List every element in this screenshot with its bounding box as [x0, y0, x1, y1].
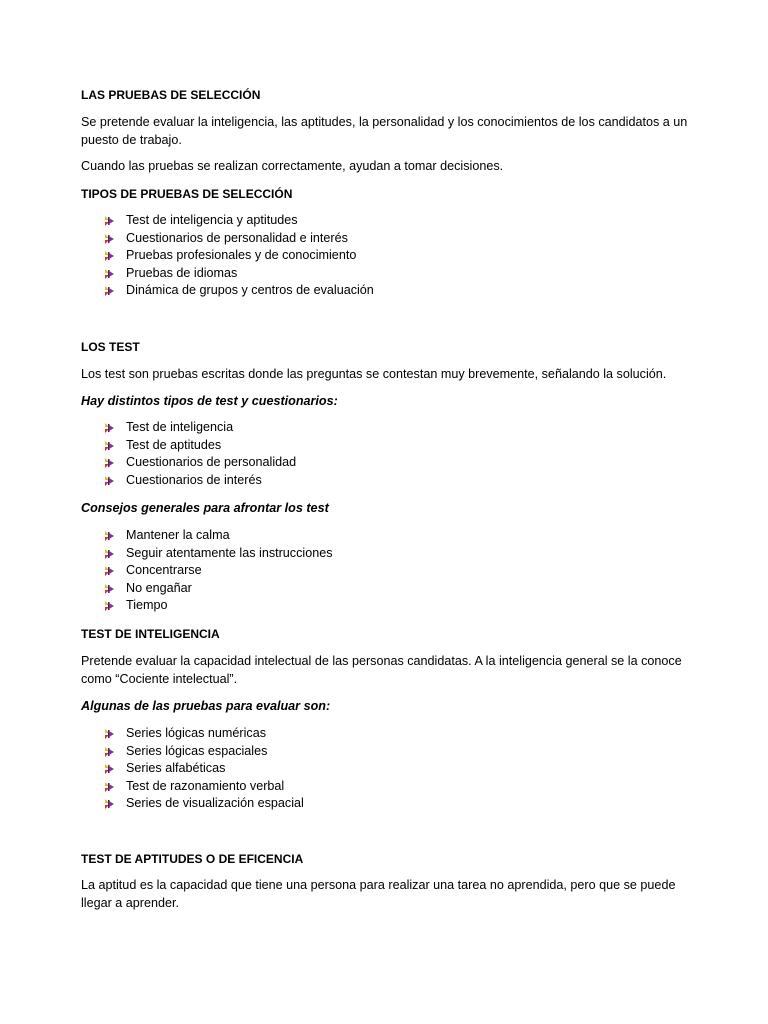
list-item	[81, 725, 691, 743]
list-item	[81, 580, 691, 598]
list-item	[81, 230, 691, 248]
list-item	[81, 597, 691, 615]
list-tipos-test	[81, 419, 691, 489]
list-item-text: Cuestionarios de interés	[126, 472, 262, 487]
list-pruebas-inteligencia	[81, 725, 691, 813]
list-item-text: Test de inteligencia	[126, 420, 234, 434]
list-item-text: Mantener la calma	[126, 528, 230, 542]
section-heading-inteligencia: TEST DE INTELIGENCIA	[81, 627, 220, 641]
list-item-text: Cuestionarios de personalidad	[126, 455, 297, 470]
list-item	[81, 545, 691, 563]
arrow-bullet-icon	[103, 250, 115, 262]
subheading-tipos-test: Hay distintos tipos de test y cuestionarios:	[81, 394, 338, 408]
list-item	[81, 743, 691, 761]
paragraph-inteligencia: Pretende evaluar la capacidad intelectual de las personas candidatas. A la inteligencia general se la conoce como “Cociente intelectual”.	[81, 654, 682, 686]
arrow-bullet-icon	[103, 422, 115, 434]
list-item-text: Test de aptitudes	[126, 437, 222, 452]
list-item	[81, 282, 691, 300]
list-item-text: Series lógicas numéricas	[126, 726, 266, 740]
list-item-text: Test de razonamiento verbal	[126, 778, 285, 793]
arrow-bullet-icon	[103, 583, 115, 595]
arrow-bullet-icon	[103, 746, 115, 758]
arrow-bullet-icon	[103, 475, 115, 487]
list-item	[81, 472, 691, 490]
section-heading-tipos: TIPOS DE PRUEBAS DE SELECCIÓN	[81, 187, 293, 201]
arrow-bullet-icon	[103, 600, 115, 612]
arrow-bullet-icon	[103, 268, 115, 280]
section-heading-los-test: LOS TEST	[81, 340, 140, 354]
list-item	[81, 437, 691, 455]
list-item-text: Dinámica de grupos y centros de evaluación	[126, 283, 374, 298]
subheading-algunas-pruebas: Algunas de las pruebas para evaluar son:	[81, 699, 331, 713]
list-item	[81, 795, 691, 813]
list-consejos	[81, 527, 691, 615]
list-item	[81, 778, 691, 796]
list-item-text: No engañar	[126, 580, 192, 595]
arrow-bullet-icon	[103, 728, 115, 740]
arrow-bullet-icon	[103, 215, 115, 227]
paragraph-decisiones: Cuando las pruebas se realizan correctamente, ayudan a tomar decisiones.	[81, 159, 504, 173]
list-item	[81, 760, 691, 778]
arrow-bullet-icon	[103, 781, 115, 793]
list-item	[81, 265, 691, 283]
section-heading-pruebas-seleccion: LAS PRUEBAS DE SELECCIÓN	[81, 88, 261, 102]
arrow-bullet-icon	[103, 285, 115, 297]
list-item-text: Series de visualización espacial	[126, 796, 304, 811]
arrow-bullet-icon	[103, 548, 115, 560]
arrow-bullet-icon	[103, 440, 115, 452]
list-item-text: Pruebas profesionales y de conocimiento	[126, 248, 357, 263]
list-item-text: Seguir atentamente las instrucciones	[126, 545, 333, 560]
list-item-text: Pruebas de idiomas	[126, 265, 238, 280]
list-item-text: Tiempo	[126, 598, 168, 613]
arrow-bullet-icon	[103, 763, 115, 775]
list-item	[81, 419, 691, 437]
subheading-consejos: Consejos generales para afrontar los test	[81, 501, 329, 515]
list-item	[81, 527, 691, 545]
paragraph-aptitudes: La aptitud es la capacidad que tiene una persona para realizar una tarea no aprendida, pero que se puede llegar a aprender.	[81, 878, 676, 910]
arrow-bullet-icon	[103, 530, 115, 542]
paragraph-intro: Se pretende evaluar la inteligencia, las aptitudes, la personalidad y los conocimientos de los candidatos a un puesto de trabajo.	[81, 115, 688, 147]
list-item-text: Cuestionarios de personalidad e interés	[126, 230, 348, 245]
list-item	[81, 562, 691, 580]
list-item-text: Concentrarse	[126, 563, 202, 578]
list-item-text: Series alfabéticas	[126, 761, 226, 776]
paragraph-los-test: Los test son pruebas escritas donde las preguntas se contestan muy brevemente, señalando la solución.	[81, 367, 667, 381]
list-item	[81, 212, 691, 230]
arrow-bullet-icon	[103, 233, 115, 245]
list-tipos-pruebas	[81, 212, 691, 300]
arrow-bullet-icon	[103, 798, 115, 810]
arrow-bullet-icon	[103, 565, 115, 577]
list-item	[81, 247, 691, 265]
list-item	[81, 454, 691, 472]
list-item-text: Series lógicas espaciales	[126, 743, 268, 758]
list-item-text: Test de inteligencia y aptitudes	[126, 213, 298, 227]
section-heading-aptitudes: TEST DE APTITUDES O DE EFICENCIA	[81, 852, 304, 866]
arrow-bullet-icon	[103, 457, 115, 469]
